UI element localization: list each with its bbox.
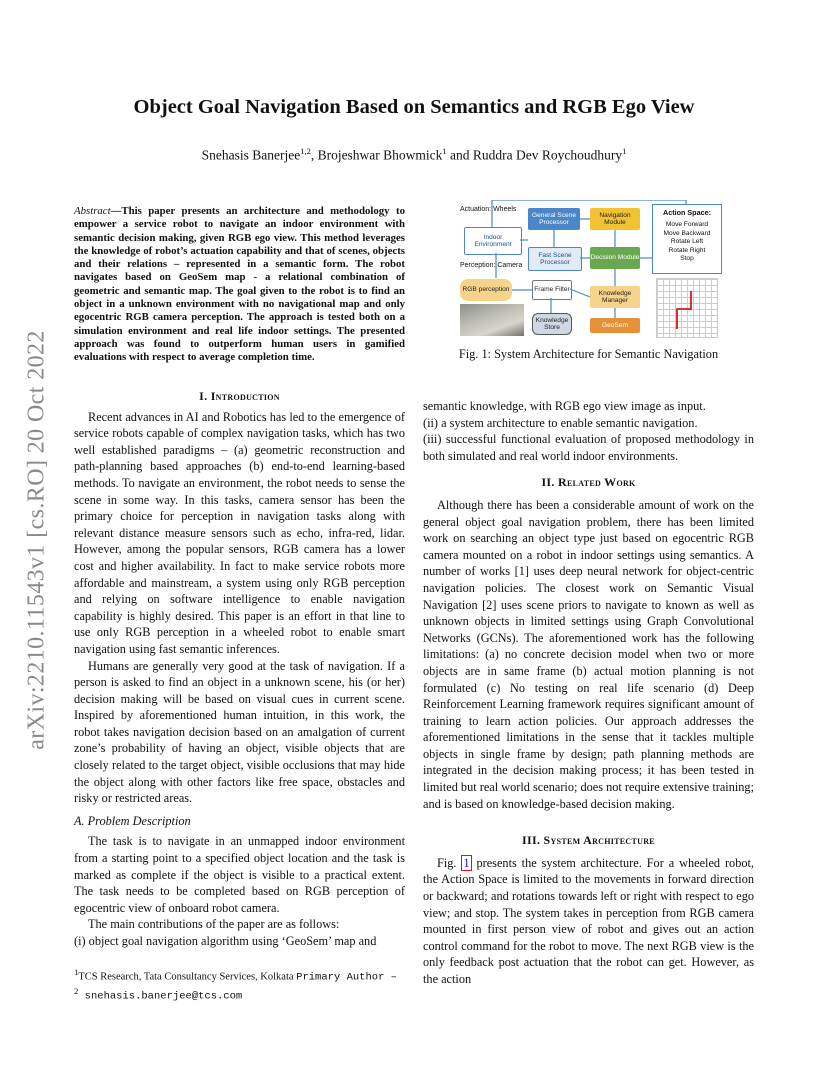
footnote-mark: 2 <box>74 985 79 996</box>
section-heading <box>423 474 754 491</box>
navigation-module-box: Navigation Module <box>590 208 640 230</box>
section-heading <box>74 388 405 405</box>
abstract-text: This paper presents an architecture and methodology to empower a service robot to navigate an indoor environment with semantic decision making, given RGB ego view. This method leverages the knowledge of robot’s actuation capability and that of scenes, objects and their relations – represented in a semantic form. The robot navigates based on GeoSem map - a relational combination of geometric and semantic map. The goal given to the robot is to find an object in a unknown environment with no navigational map and only egocentric RGB camera perception. The approach is tested both on a simulation environment and real life indoor settings. The presented approach was found to outperform human users in gamified evaluations with respect to average completion time. <box>74 205 405 364</box>
abstract <box>74 205 405 365</box>
action-space-panel <box>652 204 722 274</box>
figure-caption: Fig. 1: System Architecture for Semantic Navigation <box>458 347 719 361</box>
paragraph: (iii) successful functional evaluation of proposed methodology in both simulated and real world indoor environments. <box>423 432 754 463</box>
knowledge-store-box: Knowledge Store <box>532 313 572 335</box>
abstract-dash: — <box>110 205 122 217</box>
action-list <box>653 221 721 264</box>
abstract-label: Abstract <box>74 205 111 217</box>
paragraph-text: presents the system architecture. For a wheeled robot, the Action Space is limited to the movements in forward direction or backward; and rotations towards left or right with respect to ego view; and stop. The system takes in perception from RGB camera mounted in first person view of robot and gives out an action control command for the robot to move. The next RGB view is the only feedback post actuation that the robot can get. However, as the action <box>423 855 754 986</box>
paragraph: semantic knowledge, with RGB ego view image as input. <box>423 399 706 413</box>
footnote-email: snehasis.banerjee@tcs.com <box>78 990 243 1002</box>
section-title: Related Work <box>557 475 636 490</box>
right-column <box>423 398 754 988</box>
figure-link[interactable]: 1 <box>463 855 470 870</box>
author-separator: and <box>446 147 473 163</box>
footnote-mono: Primary Author – <box>296 971 397 984</box>
author-affiliation: 1 <box>442 146 447 156</box>
section-title: Introduction <box>210 389 280 403</box>
author-affiliation: 1,2 <box>300 146 311 156</box>
paragraph: (i) object goal navigation algorithm using ‘GeoSem’ map and <box>74 934 377 948</box>
paragraph: Recent advances in AI and Robotics has led to the emergence of service robots capable of complex navigation tasks, which has two well established paradigms – (a) geometric reconstruction and path-planning based approaches (b) end-to-end learning-based methods. To navigate an environment, the robot needs to sense the scene in some way. In this tasks, camera sensor has been the primary choice for perception in navigation tasks along with relevant distance measure sensors such as echo, infra-red, lidar. However, among the popular sensors, RGB camera has a lower cost and higher availability. In fact to make service robots more affordable and mainstream, a system using only RGB perception and relying on software intelligence to enable navigation capability is highly desired. This paper is an effort in that line to use only RGB perception in a wheeled robot to enable smart navigation using fast semantic inferences. <box>74 409 405 656</box>
frame-filter-box: Frame Filter <box>532 280 572 300</box>
paragraph: Humans are generally very good at the task of navigation. If a person is asked to find an object in a unknown scene, his (or her) decision making will be based on visual cues in current scene. Inspired by aforementioned human intuition, in this work, the robot takes navigation decision based on an amalgation of current zone’s probability of having an object, visible objects that are closely related to the target object, visible occlusions that may hide the object along with other factors like free space, obstacles and risky or restricted areas. <box>74 658 405 806</box>
system-architecture-figure <box>456 200 724 338</box>
arxiv-sidebar <box>12 290 62 790</box>
paragraph <box>423 855 754 988</box>
general-scene-processor-box: General Scene Processor <box>528 208 580 230</box>
author-affiliation: 1 <box>622 146 627 156</box>
footnote <box>74 966 405 1003</box>
decision-module-box: Decision Module <box>590 247 640 269</box>
left-column <box>74 388 405 950</box>
knowledge-manager-box: Knowledge Manager <box>590 286 640 308</box>
paragraph: (ii) a system architecture to enable semantic navigation. <box>423 415 698 430</box>
author-list <box>0 146 828 164</box>
action-item: Move Forward <box>665 221 709 228</box>
rgb-perception-box: RGB perception <box>460 279 512 301</box>
author-separator: , <box>310 147 318 163</box>
action-item: Stop <box>680 255 694 263</box>
fast-scene-processor-box: Fast Scene Processor <box>528 247 582 271</box>
paragraph: The task is to navigate in an unmapped indoor environment from a starting point to a specified object location and the task is marked as complete if the object is visible to a practical extent. The task needs to be completed based on RGB perception of egocentric view of onboard robot camera. <box>74 834 405 915</box>
fig-ref-prefix: Fig. <box>437 855 462 870</box>
paragraph: Although there has been a considerable amount of work on the general object goal navigation problem, there has been limited work on searching an object type just based on egocentric RGB camera mounted on a robot in indoor settings using semantics. A number of works [1] uses deep neural network for object-centric navigation policies. The closest work on Semantic Visual Navigation [2] uses scene priors to navigate to known as well as unknown objects in limited settings using Graph Convolutional Networks (GCNs). The aforementioned work has the following limitations: (a) no concrete decision model when two or more objects are in same frame (b) actual motion planning is not formulated (c) No testing on real life scenario (d) Deep Reinforcement Learning framework requires significant amount of training to learn action policies. Our approach addresses the aforementioned limitations in the sense that it tackles multiple objects in single frame by design; path planning methods are integrated in the decision making process; it has been tested in limited but real world scenario; does not require extensive training; and is based on knowledge-based decision making. <box>423 497 754 811</box>
paper-title: Object Goal Navigation Based on Semantics and RGB Ego View <box>133 96 695 118</box>
section-title: System Architecture <box>543 833 655 848</box>
geosem-trajectory <box>657 279 717 337</box>
action-space-title: Action Space: <box>663 208 711 217</box>
section-number: I. <box>199 389 211 403</box>
action-item: Rotate Right <box>668 246 706 254</box>
arxiv-identifier: arXiv:2210.11543v1 [cs.RO] 20 Oct 2022 <box>23 330 50 750</box>
perception-label: Perception: Camera <box>460 262 523 269</box>
author-name: Snehasis Banerjee <box>201 147 301 163</box>
indoor-environment-box: Indoor Environment <box>464 227 522 255</box>
action-item: Move Backward <box>663 229 711 237</box>
action-item: Rotate Left <box>670 238 704 246</box>
author-name: Ruddra Dev Roychoudhury <box>472 147 623 163</box>
footnote-text: TCS Research, Tata Consultancy Services, Kolkata <box>78 971 297 983</box>
section-heading <box>423 832 754 849</box>
subsection-heading: A. Problem Description <box>74 813 191 828</box>
geosem-grid-map <box>656 278 718 338</box>
footnote-mark: 1 <box>74 967 79 977</box>
geosem-box: GeoSem <box>590 318 640 333</box>
actuation-label: Actuation: Wheels <box>460 206 517 213</box>
author-name: Brojeshwar Bhowmick <box>317 147 443 163</box>
section-number: II. <box>541 475 558 490</box>
section-number: III. <box>522 833 544 848</box>
rgb-camera-photo <box>460 304 524 336</box>
paragraph: The main contributions of the paper are as follows: <box>88 917 340 932</box>
